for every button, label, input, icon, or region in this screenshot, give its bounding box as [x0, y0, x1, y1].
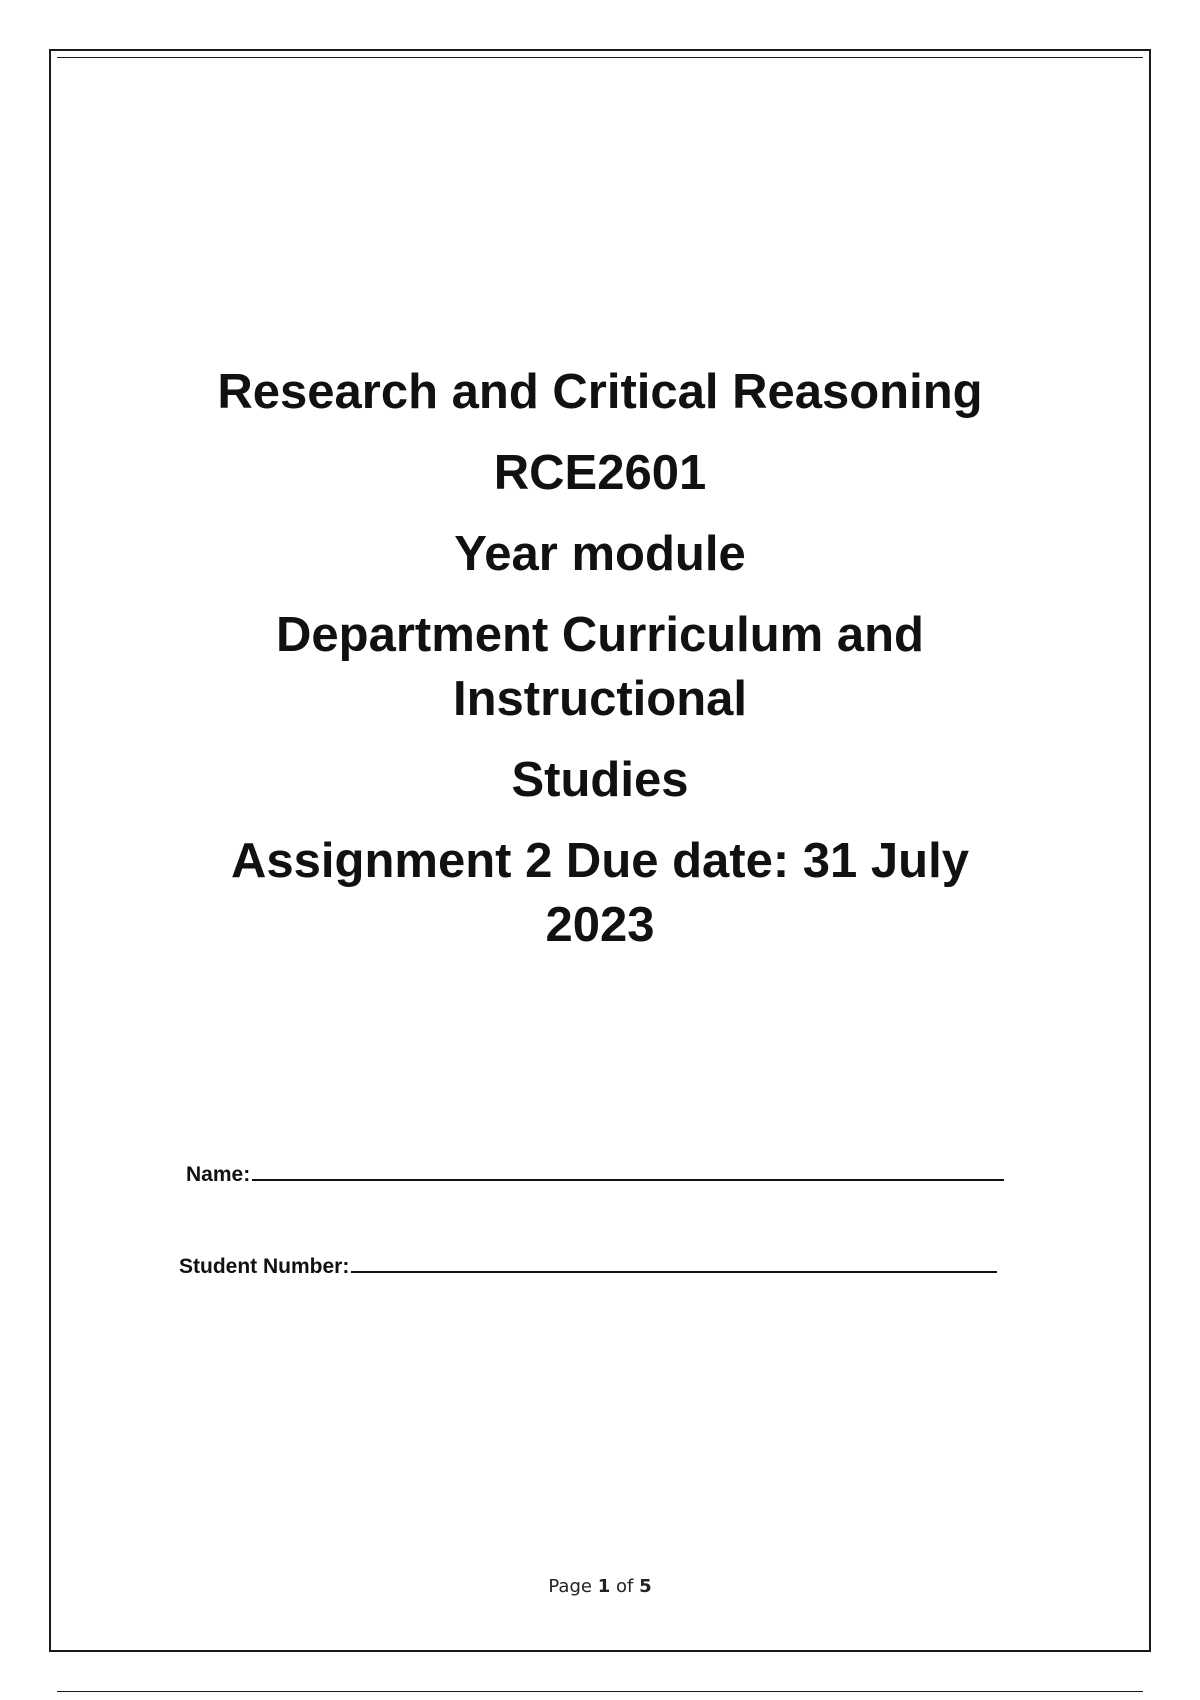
module-type: Year module	[454, 527, 746, 581]
name-label: Name:	[186, 1163, 251, 1186]
department-line-2: Instructional	[452, 672, 748, 726]
student-number-field[interactable]	[179, 1252, 997, 1280]
assignment-due-line-2: 2023	[545, 898, 655, 952]
page-footer	[0, 1576, 1200, 1597]
student-number-label: Student Number:	[179, 1255, 350, 1278]
name-field[interactable]	[186, 1160, 1004, 1188]
current-page-number: 1	[597, 1576, 611, 1597]
page-word: Page	[548, 1576, 592, 1597]
course-title: Research and Critical Reasoning	[217, 365, 983, 419]
total-pages-number: 5	[639, 1576, 652, 1597]
student-number-blank-line[interactable]	[351, 1252, 997, 1273]
course-code: RCE2601	[493, 446, 707, 500]
department-line-3: Studies	[511, 753, 689, 807]
of-word: of	[615, 1576, 634, 1597]
bottom-rule	[57, 1691, 1143, 1692]
cover-title-block	[150, 360, 1050, 974]
page-border-top-rule	[57, 57, 1143, 58]
department-line-1: Department Curriculum and	[276, 608, 924, 662]
name-blank-line[interactable]	[252, 1160, 1004, 1181]
assignment-due-line-1: Assignment 2 Due date: 31 July	[231, 834, 969, 888]
